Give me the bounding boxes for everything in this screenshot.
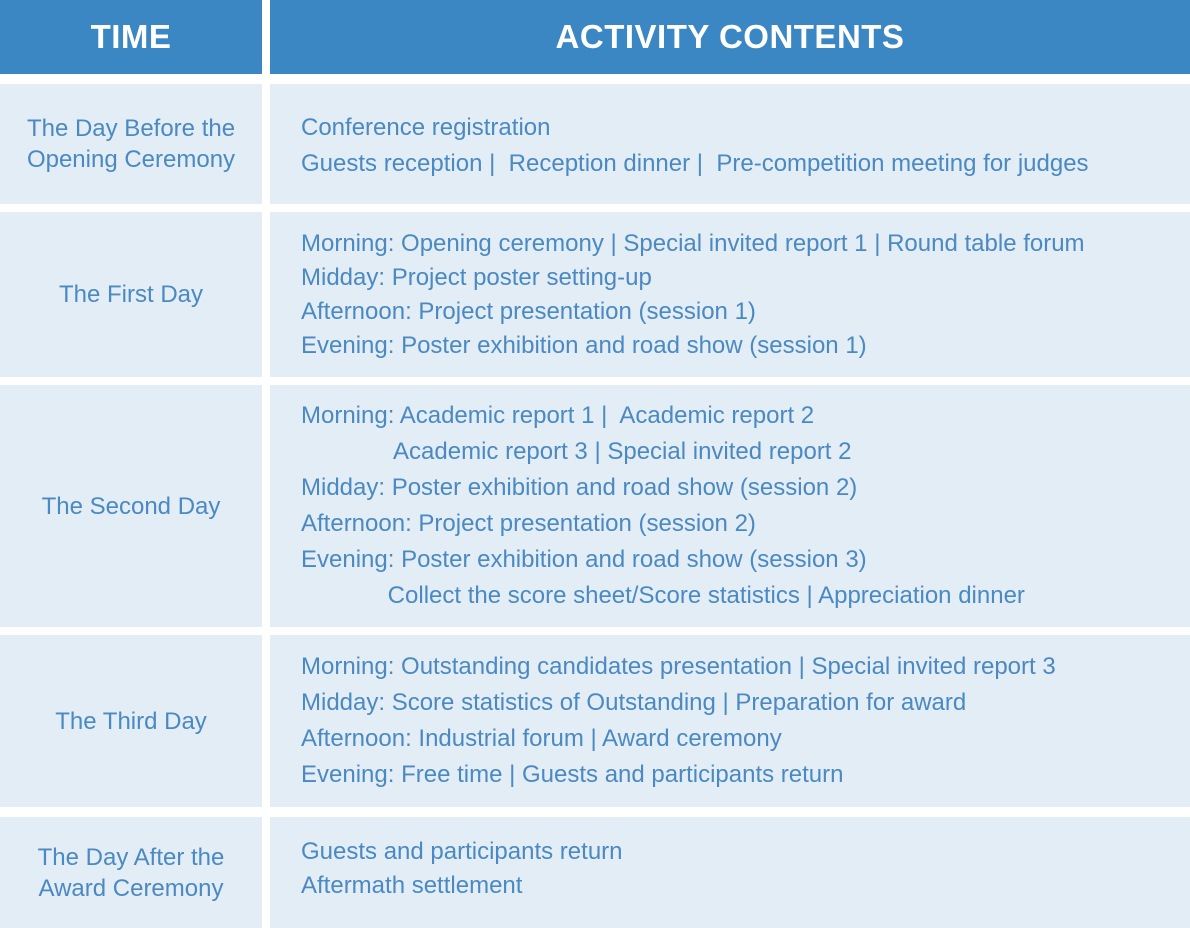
row-activity-cell	[270, 212, 1190, 377]
time-label-line: The Day Before the	[26, 115, 236, 142]
activity-line: Academic report 3 | Special invited report 2	[301, 438, 852, 465]
activity-line: Morning: Academic report 1 | Academic report 2	[301, 402, 815, 429]
time-label-line: The First Day	[58, 281, 204, 308]
activity-line: Afternoon: Industrial forum | Award ceremony	[301, 725, 782, 752]
activity-line: Midday: Score statistics of Outstanding | Preparation for award	[301, 689, 967, 716]
activity-line: Afternoon: Project presentation (session 1)	[301, 297, 756, 325]
activity-line: Conference registration	[301, 114, 551, 141]
row-activity-cell	[270, 84, 1190, 204]
time-label-line: The Second Day	[41, 492, 221, 520]
activity-line: Evening: Poster exhibition and road show (session 3)	[301, 546, 867, 573]
header-activity-contents: ACTIVITY CONTENTS	[270, 0, 1190, 74]
activity-line: Morning: Opening ceremony | Special invited report 1 | Round table forum	[301, 229, 1085, 257]
row-activity-cell	[270, 635, 1190, 807]
time-label-line: Award Ceremony	[38, 874, 224, 902]
activity-line: Collect the score sheet/Score statistics | Appreciation dinner	[301, 582, 1025, 609]
row-time-cell	[0, 385, 262, 627]
header-time: TIME	[0, 0, 262, 74]
row-activity-cell	[270, 385, 1190, 627]
row-time-cell	[0, 212, 262, 377]
activity-line: Aftermath settlement	[301, 871, 523, 899]
activity-line: Midday: Poster exhibition and road show (session 2)	[301, 474, 858, 501]
row-time-cell	[0, 817, 262, 928]
activity-line: Midday: Project poster setting-up	[301, 263, 652, 291]
row-time-cell	[0, 635, 262, 807]
row-activity-cell	[270, 817, 1190, 928]
time-label-line: The Day After the	[37, 843, 225, 871]
activity-line: Morning: Outstanding candidates presentation | Special invited report 3	[301, 653, 1056, 680]
time-label-line: Opening Ceremony	[26, 146, 236, 173]
row-time-cell	[0, 84, 262, 204]
activity-line: Afternoon: Project presentation (session 2)	[301, 510, 756, 537]
activity-line: Guests reception | Reception dinner | Pre-competition meeting for judges	[301, 150, 1089, 177]
time-label-line: The Third Day	[55, 707, 207, 735]
activity-line: Evening: Poster exhibition and road show (session 1)	[301, 331, 867, 359]
activity-line: Guests and participants return	[301, 837, 623, 865]
activity-line: Evening: Free time | Guests and participants return	[301, 761, 844, 788]
